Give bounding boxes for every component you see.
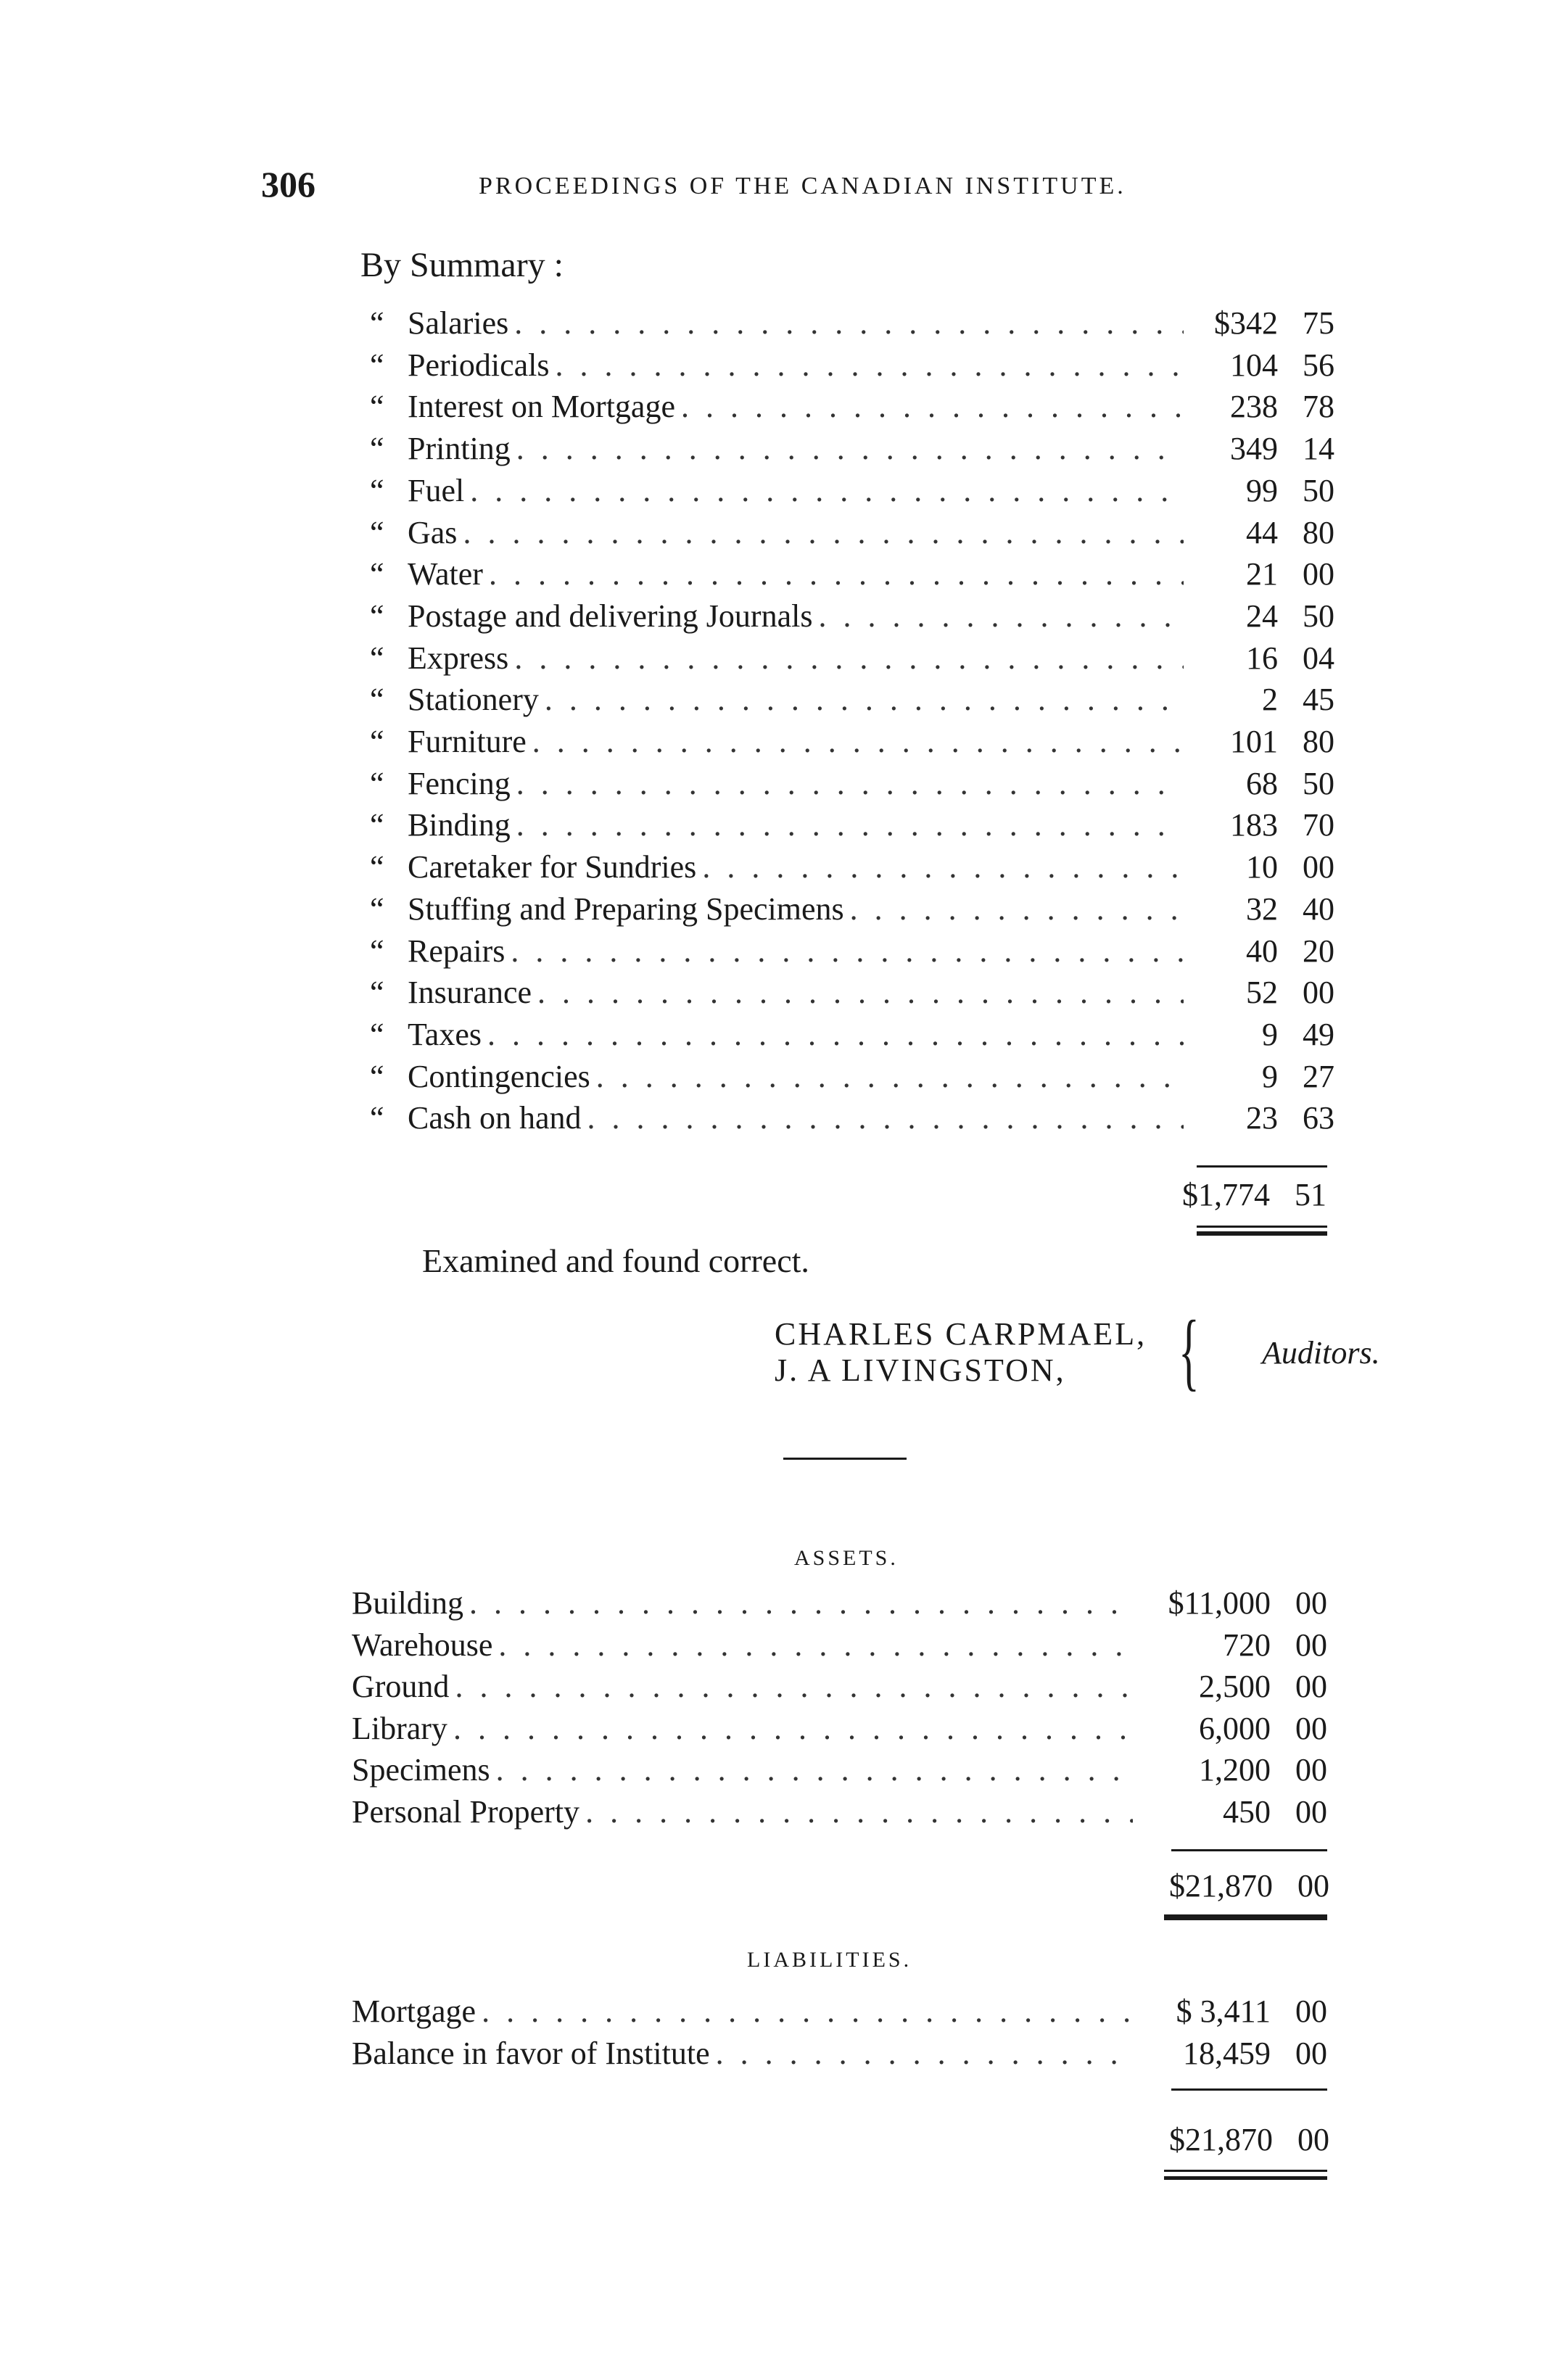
summary-item-label: Gas: [408, 514, 458, 550]
summary-row: [370, 681, 1334, 722]
dot-leader: [545, 681, 1184, 718]
assets-row: [352, 1751, 1327, 1792]
summary-item-dollars: 10: [1246, 849, 1278, 885]
summary-item-dollars: 101: [1230, 724, 1278, 759]
summary-item-label: Express: [408, 640, 509, 676]
auditor-2: J. A LIVINGSTON,: [775, 1352, 1066, 1388]
summary-item-label: Periodicals: [408, 347, 550, 383]
dot-leader: [463, 514, 1184, 551]
ditto-mark: “: [370, 807, 384, 843]
summary-row: [370, 1016, 1334, 1057]
summary-item-dollars: 2: [1262, 682, 1278, 718]
summary-item-label: Salaries: [408, 305, 509, 341]
ditto-mark: “: [370, 765, 384, 801]
dot-leader: [496, 1751, 1133, 1788]
summary-row: [370, 765, 1334, 806]
summary-item-label: Fencing: [408, 765, 511, 801]
summary-row: [370, 933, 1334, 973]
dot-leader: [596, 1058, 1184, 1095]
dot-leader: [516, 806, 1184, 843]
running-head: PROCEEDINGS OF THE CANADIAN INSTITUTE.: [479, 173, 1126, 199]
ditto-mark: “: [370, 556, 384, 592]
liabilities-item-label: Balance in favor of Institute: [352, 2035, 710, 2071]
summary-item-cents: 56: [1303, 347, 1334, 383]
summary-total-rule-double-1: [1197, 1226, 1327, 1228]
summary-row: [370, 891, 1334, 931]
summary-row: [370, 598, 1334, 638]
summary-item-dollars: 40: [1246, 933, 1278, 969]
ditto-mark: “: [370, 1016, 384, 1052]
assets-item-cents: 00: [1295, 1585, 1327, 1621]
liabilities-total-rule-top: [1171, 2088, 1327, 2091]
assets-total-rule-bottom: [1164, 1914, 1327, 1920]
dot-leader: [556, 347, 1184, 384]
assets-total-dollars: $21,870: [1169, 1868, 1273, 1904]
dot-leader: [482, 1993, 1133, 2030]
summary-item-dollars: 44: [1246, 514, 1278, 550]
summary-item-label: Interest on Mortgage: [408, 389, 675, 425]
summary-item-label: Stationery: [408, 682, 539, 718]
summary-row: [370, 848, 1334, 889]
ditto-mark: “: [370, 640, 384, 676]
summary-item-cents: 50: [1303, 765, 1334, 801]
assets-item-dollars: 450: [1223, 1793, 1271, 1830]
dot-leader: [514, 640, 1184, 677]
ditto-mark: “: [370, 305, 384, 341]
dot-leader: [455, 1668, 1133, 1705]
summary-item-dollars: 68: [1246, 765, 1278, 801]
dot-leader: [469, 1584, 1133, 1621]
assets-item-cents: 00: [1295, 1669, 1327, 1704]
summary-item-label: Stuffing and Preparing Specimens: [408, 891, 844, 927]
assets-item-cents: 00: [1295, 1793, 1327, 1830]
summary-item-cents: 75: [1303, 305, 1334, 341]
liabilities-total: [1169, 2121, 1329, 2158]
summary-item-dollars: 16: [1246, 640, 1278, 676]
dot-leader: [818, 598, 1184, 635]
ditto-mark: “: [370, 724, 384, 759]
summary-row: [370, 1058, 1334, 1099]
dot-leader: [681, 388, 1184, 425]
summary-item-label: Binding: [408, 807, 511, 843]
summary-row: [370, 305, 1334, 345]
summary-item-cents: 70: [1303, 807, 1334, 843]
summary-item-dollars: 9: [1262, 1016, 1278, 1052]
summary-item-cents: 50: [1303, 472, 1334, 508]
examined-statement: Examined and found correct.: [422, 1242, 809, 1279]
summary-item-dollars: 23: [1246, 1100, 1278, 1136]
liabilities-total-rule-double-2: [1164, 2176, 1327, 2180]
liabilities-total-rule-double-1: [1164, 2170, 1327, 2172]
assets-item-dollars: 2,500: [1199, 1669, 1271, 1704]
assets-item-dollars: 6,000: [1199, 1710, 1271, 1746]
summary-item-label: Postage and delivering Journals: [408, 598, 813, 634]
assets-item-label: Library: [352, 1710, 447, 1746]
liabilities-row: [352, 1993, 1327, 2033]
dot-leader: [532, 723, 1184, 760]
dot-leader: [587, 1099, 1184, 1136]
summary-row: [370, 640, 1334, 680]
dot-leader: [537, 974, 1184, 1011]
assets-heading: ASSETS.: [794, 1546, 899, 1570]
summary-row: [370, 347, 1334, 387]
summary-row: [370, 555, 1334, 596]
ditto-mark: “: [370, 891, 384, 927]
summary-item-cents: 80: [1303, 514, 1334, 550]
dot-leader: [850, 891, 1184, 927]
summary-item-cents: 27: [1303, 1058, 1334, 1094]
assets-total: [1169, 1867, 1329, 1904]
ditto-mark: “: [370, 472, 384, 508]
assets-item-label: Specimens: [352, 1752, 490, 1788]
dot-leader: [514, 305, 1184, 342]
summary-item-cents: 49: [1303, 1016, 1334, 1052]
summary-total-dollars: $1,774: [1182, 1177, 1270, 1212]
assets-item-label: Ground: [352, 1669, 450, 1704]
summary-row: [370, 430, 1334, 471]
assets-item-dollars: $11,000: [1168, 1585, 1271, 1621]
assets-item-label: Personal Property: [352, 1793, 580, 1830]
dot-leader: [585, 1793, 1133, 1830]
ditto-mark: “: [370, 514, 384, 550]
auditors-role: Auditors.: [1262, 1335, 1380, 1371]
dot-leader: [511, 933, 1184, 970]
summary-item-dollars: 183: [1230, 807, 1278, 843]
ditto-mark: “: [370, 389, 384, 425]
section-divider: [783, 1458, 907, 1460]
ditto-mark: “: [370, 849, 384, 885]
summary-item-dollars: 32: [1246, 891, 1278, 927]
liabilities-item-dollars: 18,459: [1183, 2035, 1271, 2071]
ditto-mark: “: [370, 682, 384, 718]
summary-item-cents: 80: [1303, 724, 1334, 759]
summary-total: [1182, 1176, 1326, 1213]
assets-total-rule-top: [1171, 1849, 1327, 1851]
dot-leader: [487, 1016, 1184, 1053]
assets-row: [352, 1793, 1327, 1834]
summary-item-label: Cash on hand: [408, 1100, 582, 1136]
summary-item-label: Printing: [408, 431, 511, 467]
assets-item-label: Building: [352, 1585, 464, 1621]
summary-item-label: Fuel: [408, 472, 465, 508]
summary-row: [370, 974, 1334, 1015]
assets-item-dollars: 1,200: [1199, 1752, 1271, 1788]
summary-item-cents: 63: [1303, 1100, 1334, 1136]
summary-item-label: Repairs: [408, 933, 506, 969]
dot-leader: [489, 555, 1184, 592]
ditto-mark: “: [370, 975, 384, 1011]
summary-item-dollars: 52: [1246, 975, 1278, 1011]
assets-row: [352, 1668, 1327, 1708]
summary-item-cents: 45: [1303, 682, 1334, 718]
dot-leader: [516, 430, 1184, 467]
dot-leader: [716, 2035, 1133, 2072]
summary-item-dollars: 104: [1230, 347, 1278, 383]
summary-item-dollars: 238: [1230, 389, 1278, 425]
ditto-mark: “: [370, 347, 384, 383]
summary-item-label: Furniture: [408, 724, 527, 759]
ditto-mark: “: [370, 1058, 384, 1094]
liabilities-item-cents: 00: [1295, 2035, 1327, 2071]
dot-leader: [470, 472, 1184, 509]
ditto-mark: “: [370, 598, 384, 634]
ditto-mark: “: [370, 933, 384, 969]
liabilities-item-cents: 00: [1295, 1993, 1327, 2029]
liabilities-heading: LIABILITIES.: [747, 1948, 912, 1972]
summary-item-dollars: $342: [1214, 305, 1278, 341]
assets-item-dollars: 720: [1223, 1627, 1271, 1663]
summary-item-cents: 50: [1303, 598, 1334, 634]
summary-item-cents: 00: [1303, 556, 1334, 592]
auditor-names: [775, 1316, 1147, 1389]
summary-item-dollars: 9: [1262, 1058, 1278, 1094]
brace-icon: {: [1179, 1302, 1200, 1399]
ditto-mark: “: [370, 1100, 384, 1136]
summary-item-dollars: 349: [1230, 431, 1278, 467]
summary-item-dollars: 99: [1246, 472, 1278, 508]
summary-item-label: Water: [408, 556, 483, 592]
dot-leader: [702, 848, 1184, 885]
summary-item-cents: 20: [1303, 933, 1334, 969]
summary-label: By Summary :: [360, 246, 564, 284]
liabilities-row: [352, 2035, 1327, 2075]
summary-item-cents: 04: [1303, 640, 1334, 676]
liabilities-item-dollars: $ 3,411: [1176, 1993, 1271, 2029]
summary-total-cents: 51: [1295, 1177, 1326, 1212]
summary-item-label: Contingencies: [408, 1058, 590, 1094]
summary-row: [370, 723, 1334, 764]
dot-leader: [498, 1627, 1133, 1664]
assets-row: [352, 1627, 1327, 1667]
summary-row: [370, 806, 1334, 847]
summary-item-cents: 00: [1303, 975, 1334, 1011]
page-number: 306: [261, 164, 315, 204]
summary-row: [370, 514, 1334, 555]
summary-row: [370, 388, 1334, 429]
summary-item-label: Taxes: [408, 1016, 482, 1052]
summary-item-cents: 14: [1303, 431, 1334, 467]
summary-item-cents: 00: [1303, 849, 1334, 885]
summary-item-dollars: 24: [1246, 598, 1278, 634]
dot-leader: [516, 765, 1184, 802]
ditto-mark: “: [370, 431, 384, 467]
assets-total-cents: 00: [1297, 1868, 1329, 1904]
dot-leader: [453, 1710, 1133, 1747]
summary-total-rule-top: [1197, 1165, 1327, 1168]
liabilities-total-dollars: $21,870: [1169, 2122, 1273, 2157]
summary-row: [370, 472, 1334, 513]
liabilities-item-label: Mortgage: [352, 1993, 476, 2029]
assets-row: [352, 1710, 1327, 1751]
summary-item-label: Insurance: [408, 975, 532, 1011]
summary-row: [370, 1099, 1334, 1140]
summary-item-cents: 40: [1303, 891, 1334, 927]
assets-item-label: Warehouse: [352, 1627, 493, 1663]
auditor-1: CHARLES CARPMAEL,: [775, 1316, 1147, 1352]
liabilities-total-cents: 00: [1297, 2122, 1329, 2157]
assets-item-cents: 00: [1295, 1752, 1327, 1788]
summary-item-dollars: 21: [1246, 556, 1278, 592]
assets-item-cents: 00: [1295, 1627, 1327, 1663]
assets-row: [352, 1584, 1327, 1625]
assets-item-cents: 00: [1295, 1710, 1327, 1746]
summary-total-rule-double-2: [1197, 1231, 1327, 1236]
summary-item-cents: 78: [1303, 389, 1334, 425]
summary-item-label: Caretaker for Sundries: [408, 849, 697, 885]
